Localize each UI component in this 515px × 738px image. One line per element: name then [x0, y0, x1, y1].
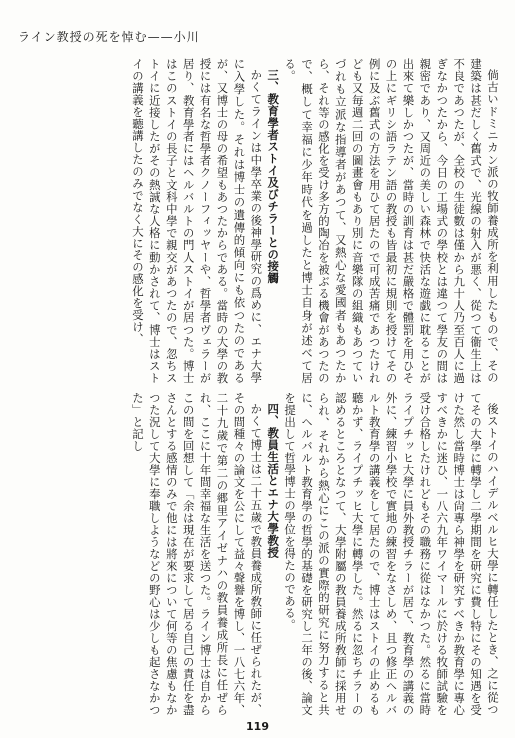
running-header: ライン教授の死を悼む——小川 — [18, 30, 200, 44]
section-heading: 三、教育學者ストイ及びチラーとの接觸 — [266, 69, 281, 285]
lower-text-block — [13, 392, 501, 716]
body-paragraph: かくてラインは中學卒業の後神學研究の爲めに、エナ大學に入學した。それは博士の遺傳的傾向にも依つたのであるが、又博士の母の希望もあつたからである。當時の大學の教授には有名な哲學者クノーフィッヤーや、哲學者ヴェラーが居り、教育學者にはヘルバルトの門人ストイが居つた。博士はこのストイの長子と文科中學で親交があつたので、忽ちストイに近接したがその熱誠な人格に動かされて、博士はストイの講義を聽講したのみでなく大にその感化を受け、 — [130, 58, 264, 384]
section-heading: 四、教員生活とエナ大學教授 — [266, 403, 281, 559]
body-paragraph: かくて博士は二十五歲で教員養成所敎師に任ぜられたが、その間種々の論文を公にして益々聲譽を博し、一八七六年、二十九歲で第二の郷里アイゼナハの教員養成所長に任ぜられ、ここに十年間幸福な生活を送つた。ライン博士は自からこの間を回想して「余は現在が要求して居る自己の責任を盡さんとする感情のみで他には將來について何等の焦慮もなかつた況して大學に奉職しようなどの野心は少しも起さなかつた」と記し — [130, 392, 264, 716]
upper-text-block — [13, 58, 501, 384]
page-number: 119 — [246, 720, 269, 733]
body-paragraph: 倘古いドミニカン派の牧師養成所を利用したもので、その建築は甚だしく舊式で、光線の射入が悪く、從つて衞生上は不良であつたが、全校の生徒數は僅から九十人乃至百人に過ぎなかつたから、今日の工場式の學校とは違つて學友の間は親密であり、又周近の美しい森林で快活な遊戯に耽ることが出來て樂しかつたが、當時の訓育は甚だ嚴格で體罰を用ひその上にギリシ語ラテン語の教授も皆最初に規則を授けてその例に及ぶ舊式の方法を用ひて居たので可成苦痛であつたけれども又毎週二回の圖畫會もあり別に音樂隊の組織もあつていづれも立派な指導者があつて、又熱心な愛國者もあつたから、それ等の感化を受け多方的陶冶を被ぶる機會があつたので、概して幸福に少年時代を過したと博士自身が述べて居る。 — [283, 58, 500, 384]
body-paragraph: 後ストイのハイデルベルヒ大學に轉任したとき、之に從つてその大學に轉學し二學期間を研究に費し特にその知遇を受けた然し當時博士は尙專ら神學を研究すべきか教育學に專心すべきかに迷ひ、一八六九年ワイマールに於ける牧師試驗を受け合格したけれどもその職務に從はなかつた。然るに當時ライプチッヒ大學に員外教授チラーが居て、教育學の講義の外に、練習小學校で實地の練習をなさしめ、且つ修正ヘルバルト教育學の講義をして居たので、博士はストイの止めるも聽かず、ライプチッヒ大學に轉學した。然るに忽ちチラーの認めるところとなつて、大學附屬の教員養成所敎師に採用せられ、それから熱心にこの派の實際的研究に努力すると共に、ヘルバルト教育學の哲學的基礎を研究し二年の後、論文を提出して哲學博士の學位を得たのである。 — [283, 392, 500, 716]
